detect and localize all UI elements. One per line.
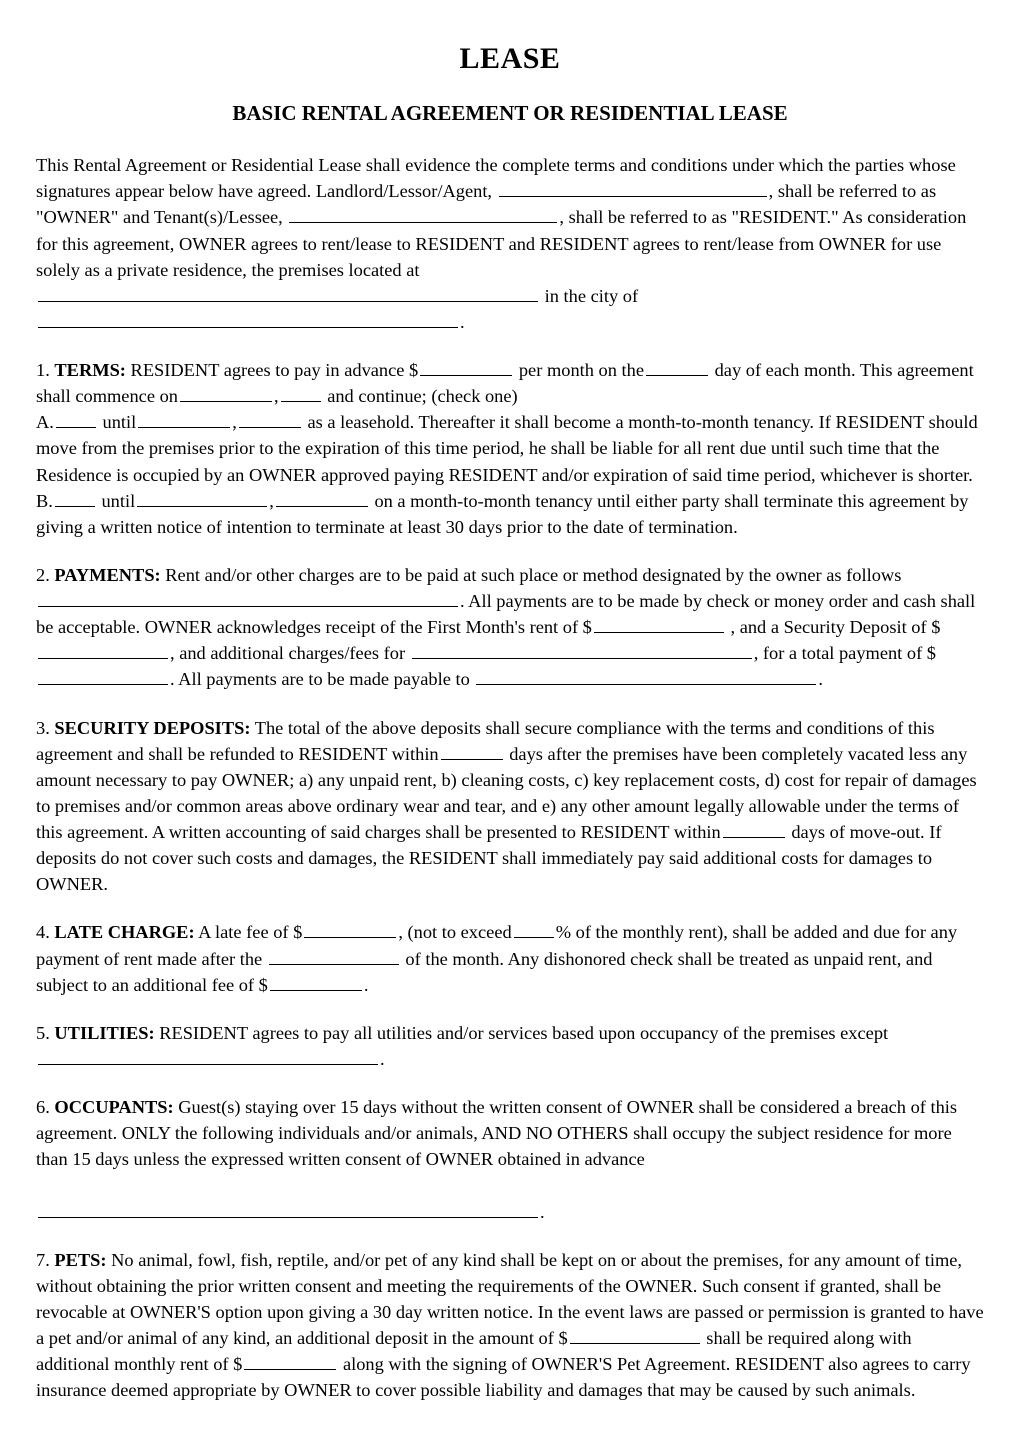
- clause-terms-option-a-text-1: until: [102, 412, 137, 433]
- dishonored-check-fee-blank[interactable]: [270, 972, 362, 990]
- clause-terms-number: 1.: [36, 360, 50, 381]
- clause-late-text-2: , (not to exceed: [398, 922, 512, 943]
- accounting-days-blank[interactable]: [723, 820, 785, 838]
- rent-due-day-blank[interactable]: [646, 358, 708, 376]
- owner-name-blank[interactable]: [499, 179, 767, 197]
- clause-late-text-4: of the month. Any dishonored check shall be treated as unpaid rent, and subject to an additional fee of $: [36, 948, 933, 995]
- first-month-rent-blank[interactable]: [594, 615, 724, 633]
- clause-occupants-text-2: .: [540, 1201, 545, 1222]
- clause-utilities-number: 5.: [36, 1022, 50, 1043]
- clause-terms-text-1: RESIDENT agrees to pay in advance $: [130, 360, 419, 381]
- clause-utilities-text-1: RESIDENT agrees to pay all utilities and/or services based upon occupancy of the premises except: [159, 1022, 889, 1043]
- clause-terms-text-2: per month on the: [518, 360, 644, 381]
- clause-payments-number: 2.: [36, 564, 50, 585]
- clause-pets: [36, 1247, 984, 1404]
- option-a-until-year-blank[interactable]: [239, 410, 301, 428]
- monthly-rent-blank[interactable]: [420, 358, 512, 376]
- clause-terms-option-a-text-3: as a leasehold. Thereafter it shall become a month-to-month tenancy. If RESIDENT should move from the premises prior to the expiration of this time period, he shall be liable for all rent due until such time that the Residence is occupied by an OWNER approved paying RESIDENT and/or expiration of said time period, whichever is shorter.: [36, 412, 978, 485]
- clause-occupants-number: 6.: [36, 1097, 50, 1118]
- clause-pets-heading: PETS:: [54, 1249, 107, 1270]
- clause-payments-text-3: , and a Security Deposit of $: [730, 617, 941, 638]
- intro-text-2: , shall be referred to as "OWNER" and Tenant(s)/Lessee,: [36, 181, 937, 228]
- total-payment-blank[interactable]: [38, 667, 168, 685]
- clause-utilities-text-2: .: [380, 1048, 385, 1069]
- clause-payments-heading: PAYMENTS:: [54, 564, 161, 585]
- intro-text-4: in the city of: [544, 285, 639, 306]
- clause-payments-text-1: Rent and/or other charges are to be paid at such place or method designated by the owner as follows: [165, 564, 902, 585]
- clause-pets-text-1: No animal, fowl, fish, reptile, and/or pet of any kind shall be kept on or about the premises, for any amount of time, without obtaining the prior written consent and meeting the requirements of the OWNER. Such consent if granted, shall be revocable at OWNER'S option upon giving a 30 day written notice. In the event laws are passed or permission is granted to have a pet and/or animal of any kind, an additional deposit in the amount of $: [36, 1249, 984, 1349]
- option-a-until-date-blank[interactable]: [138, 410, 230, 428]
- clause-terms: [36, 357, 984, 540]
- clause-utilities-heading: UTILITIES:: [54, 1022, 155, 1043]
- option-b-until-year-blank[interactable]: [276, 488, 368, 506]
- clause-terms-option-b-text-2: ,: [269, 490, 274, 511]
- clause-pets-text-2: shall be required along with additional monthly rent of $: [36, 1328, 912, 1375]
- clause-security-text-3: days of move-out. If deposits do not cover such costs and damages, the RESIDENT shall immediately pay said additional costs for damages to OWNER.: [36, 822, 942, 895]
- option-b-checkbox-blank[interactable]: [55, 488, 95, 506]
- page-title: LEASE: [459, 42, 561, 75]
- pet-monthly-rent-blank[interactable]: [244, 1352, 336, 1370]
- clause-late-text-5: .: [363, 974, 369, 995]
- clause-payments-text-4: , and additional charges/fees for: [170, 643, 406, 664]
- clause-terms-text-3: day of each month. This agreement shall commence on: [36, 360, 974, 407]
- clause-late-text-3: % of the monthly rent), shall be added and due for any payment of rent made after the: [36, 922, 958, 969]
- occupants-names-blank[interactable]: [38, 1199, 538, 1217]
- intro-text-3: , shall be referred to as "RESIDENT." As consideration for this agreement, OWNER agrees to rent/lease to RESIDENT and RESIDENT agrees to rent/lease from OWNER for use solely as a private residence, the premises located at: [36, 207, 967, 280]
- clause-payments-text-7: .: [818, 669, 823, 690]
- clause-security-deposits: [36, 715, 984, 898]
- clause-late-number: 4.: [36, 922, 50, 943]
- late-fee-percent-blank[interactable]: [514, 920, 554, 938]
- clause-occupants: [36, 1094, 984, 1225]
- refund-days-blank[interactable]: [441, 741, 503, 759]
- clause-security-heading: SECURITY DEPOSITS:: [54, 717, 251, 738]
- clause-terms-text-4: ,: [273, 386, 279, 407]
- clause-utilities: [36, 1020, 984, 1072]
- clause-security-text-1: The total of the above deposits shall secure compliance with the terms and conditions of this agreement and shall be refunded to RESIDENT within: [36, 717, 935, 764]
- pet-deposit-blank[interactable]: [570, 1326, 700, 1344]
- clause-pets-number: 7.: [36, 1249, 50, 1270]
- clause-pets-text-3: along with the signing of OWNER'S Pet Agreement. RESIDENT also agrees to carry insurance deemed appropriate by OWNER to cover possible liability and damages that may be caused by such animals.: [36, 1354, 971, 1401]
- clause-payments: [36, 562, 984, 693]
- clause-security-text-2: days after the premises have been completely vacated less any amount necessary to pay OWNER; a) any unpaid rent, b) cleaning costs, c) key replacement costs, d) cost for repair of damages to premises and/or common areas above ordinary wear and tear, and e) any other amount legally allowable under the terms of this agreement. A written accounting of said charges shall be presented to RESIDENT within: [36, 743, 977, 843]
- intro-text-1: This Rental Agreement or Residential Lease shall evidence the complete terms and conditions under which the parties whose signatures appear below have agreed. Landlord/Lessor/Agent,: [36, 155, 956, 202]
- intro-paragraph: [36, 152, 984, 335]
- clause-terms-text-5: and continue; (check one): [327, 386, 518, 407]
- clause-terms-option-a-text-2: ,: [232, 412, 237, 433]
- utilities-exception-blank[interactable]: [38, 1046, 378, 1064]
- clause-security-number: 3.: [36, 717, 50, 738]
- security-deposit-blank[interactable]: [38, 641, 168, 659]
- clause-terms-option-b-text-3: on a month-to-month tenancy until either party shall terminate this agreement by giving a written notice of intention to terminate at least 30 days prior to the date of termination.: [36, 490, 969, 537]
- late-fee-blank[interactable]: [304, 920, 396, 938]
- clause-payments-text-5: , for a total payment of $: [753, 643, 937, 664]
- option-b-until-date-blank[interactable]: [137, 488, 267, 506]
- clause-late-text-1: A late fee of $: [198, 922, 303, 943]
- late-after-day-blank[interactable]: [269, 946, 399, 964]
- option-a-checkbox-blank[interactable]: [56, 410, 96, 428]
- city-blank[interactable]: [38, 309, 458, 327]
- additional-charges-blank[interactable]: [412, 641, 752, 659]
- clause-payments-text-2: . All payments are to be made by check or money order and cash shall be acceptable. OWNER acknowledges receipt of the First Month's rent of $: [36, 591, 976, 638]
- clause-payments-text-6: . All payments are to be made payable to: [170, 669, 470, 690]
- clause-terms-heading: TERMS:: [54, 360, 126, 381]
- clause-occupants-heading: OCCUPANTS:: [54, 1097, 174, 1118]
- clause-late-heading: LATE CHARGE:: [54, 922, 195, 943]
- clause-terms-option-b-label: B.: [36, 490, 53, 511]
- intro-text-5: .: [460, 311, 465, 332]
- tenant-name-blank[interactable]: [289, 205, 557, 223]
- clause-terms-option-b-text-1: until: [101, 490, 136, 511]
- clause-terms-option-a-label: A.: [36, 412, 54, 433]
- payment-place-blank[interactable]: [38, 589, 458, 607]
- page-subtitle: BASIC RENTAL AGREEMENT OR RESIDENTIAL LEASE: [232, 101, 788, 125]
- commence-date-blank[interactable]: [180, 384, 272, 402]
- clause-occupants-text-1: Guest(s) staying over 15 days without the written consent of OWNER shall be considered a breach of this agreement. ONLY the following individuals and/or animals, AND NO OTHERS shall occupy the subject residence for more than 15 days unless the expressed written consent of OWNER obtained in advance: [36, 1097, 958, 1170]
- premises-address-blank[interactable]: [38, 283, 538, 301]
- clause-late-charge: [36, 919, 984, 997]
- payable-to-blank[interactable]: [476, 667, 816, 685]
- commence-year-blank[interactable]: [281, 384, 321, 402]
